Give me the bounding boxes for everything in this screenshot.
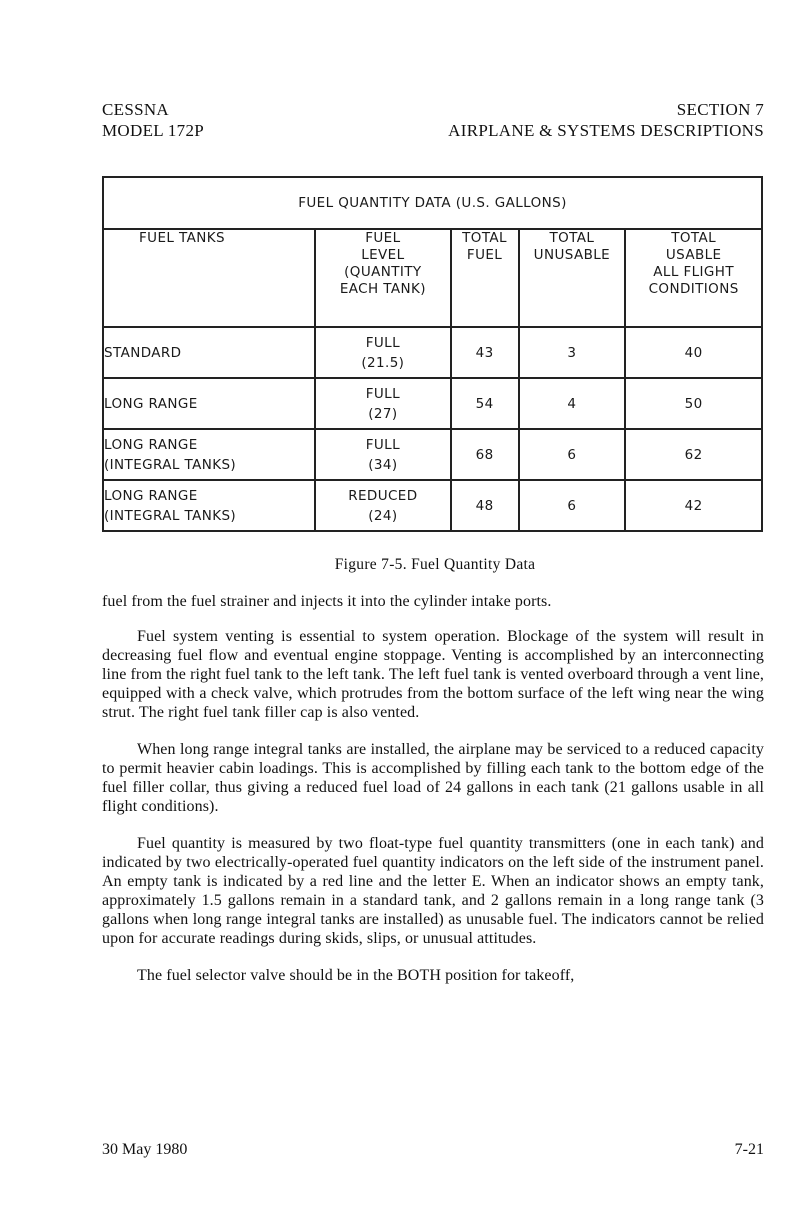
paragraph: fuel from the fuel strainer and injects it into the cylinder intake ports. xyxy=(102,593,552,610)
body-text xyxy=(102,592,764,985)
total-usable: 62 xyxy=(625,429,762,480)
paragraph: Fuel quantity is measured by two float-type fuel quantity transmitters (one in each tank) and indicated by two electrically-operated fuel quantity indicators on the left side of the instrument panel. An empty tank is indicated by a red line and the letter E. When an indicator shows an empty tank, approximately 1.5 gallons remain in a standard tank, and 2 gallons remain in a long range tank (3 gallons when long range integral tanks are installed) as unusable fuel. The indicators cannot be relied upon for accurate readings during skids, slips, or unusual attitudes. xyxy=(102,835,764,947)
total-unusable: 6 xyxy=(519,429,626,480)
fuel-level: REDUCED (24) xyxy=(315,480,451,531)
paragraph: The fuel selector valve should be in the BOTH position for takeoff, xyxy=(137,967,575,984)
total-fuel: 43 xyxy=(451,327,519,378)
tank-name: LONG RANGE (INTEGRAL TANKS) xyxy=(103,429,315,480)
fuel-quantity-table xyxy=(102,176,763,532)
header-left xyxy=(102,99,204,141)
col-header-fuel-tanks: FUEL TANKS xyxy=(103,229,315,327)
tank-name: LONG RANGE (INTEGRAL TANKS) xyxy=(103,480,315,531)
section-title: AIRPLANE & SYSTEMS DESCRIPTIONS xyxy=(448,121,764,140)
total-usable: 50 xyxy=(625,378,762,429)
section-number: SECTION 7 xyxy=(676,100,764,119)
figure-caption: Figure 7-5. Fuel Quantity Data xyxy=(334,556,536,573)
table-row xyxy=(103,480,762,531)
table-row xyxy=(103,429,762,480)
total-usable: 42 xyxy=(625,480,762,531)
fuel-level: FULL (34) xyxy=(315,429,451,480)
total-usable: 40 xyxy=(625,327,762,378)
footer-date: 30 May 1980 xyxy=(102,1141,188,1158)
col-header-total-unusable: TOTAL UNUSABLE xyxy=(519,229,626,327)
table-title: FUEL QUANTITY DATA (U.S. GALLONS) xyxy=(103,177,762,229)
total-fuel: 54 xyxy=(451,378,519,429)
paragraph: Fuel system venting is essential to system operation. Blockage of the system will result in decreasing fuel flow and eventual engine stoppage. Venting is accomplished by an interconnecting line from the right fuel tank to the left tank. The left fuel tank is vented overboard through a vent line, equipped with a check valve, which protrudes from the bottom surface of the left wing near the wing strut. The right fuel tank filler cap is also vented. xyxy=(102,628,764,721)
table-header-row xyxy=(103,229,762,327)
total-unusable: 4 xyxy=(519,378,626,429)
col-header-fuel-level: FUEL LEVEL (QUANTITY EACH TANK) xyxy=(315,229,451,327)
col-header-total-fuel: TOTAL FUEL xyxy=(451,229,519,327)
total-unusable: 3 xyxy=(519,327,626,378)
tank-name: STANDARD xyxy=(103,327,315,378)
paragraph: When long range integral tanks are installed, the airplane may be serviced to a reduced capacity to permit heavier cabin loadings. This is accomplished by filling each tank to the bottom edge of the fuel filler collar, thus giving a reduced fuel load of 24 gallons in each tank (21 gallons usable in all flight conditions). xyxy=(102,741,764,815)
header-right xyxy=(448,99,764,141)
col-header-total-usable: TOTAL USABLE ALL FLIGHT CONDITIONS xyxy=(625,229,762,327)
total-unusable: 6 xyxy=(519,480,626,531)
tank-name: LONG RANGE xyxy=(103,378,315,429)
fuel-level: FULL (21.5) xyxy=(315,327,451,378)
table-row xyxy=(103,327,762,378)
fuel-quantity-table-container xyxy=(102,176,763,532)
table-row xyxy=(103,378,762,429)
total-fuel: 48 xyxy=(451,480,519,531)
page-number: 7-21 xyxy=(734,1141,764,1158)
total-fuel: 68 xyxy=(451,429,519,480)
fuel-level: FULL (27) xyxy=(315,378,451,429)
model: MODEL 172P xyxy=(102,121,205,140)
manufacturer: CESSNA xyxy=(102,100,169,119)
